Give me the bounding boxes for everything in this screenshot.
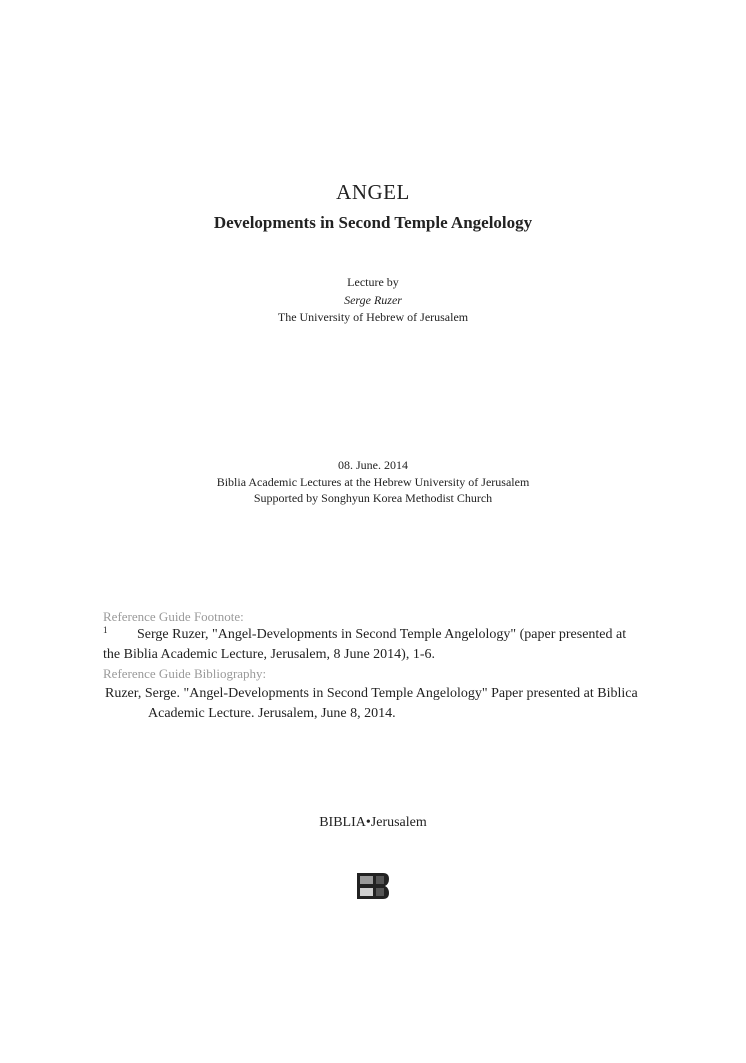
footnote-text-1: Serge Ruzer, "Angel-Developments in Second Temple Angelology" (paper presented at <box>137 627 627 642</box>
author-name: Serge Ruzer <box>344 293 402 307</box>
document-subtitle: Developments in Second Temple Angelology <box>213 213 533 232</box>
bibliography-line-2: Academic Lecture. Jerusalem, June 8, 2014. <box>148 706 396 721</box>
biblia-logo-icon <box>355 871 391 901</box>
lecture-venue: Biblia Academic Lectures at the Hebrew University of Jerusalem <box>216 475 530 489</box>
footnote-label: Reference Guide Footnote: <box>103 609 244 624</box>
lecture-support: Supported by Songhyun Korea Methodist Church <box>253 491 493 505</box>
footnote-line-1 <box>103 627 648 643</box>
author-affiliation: The University of Hebrew of Jerusalem <box>277 310 469 324</box>
bibliography-line-1: Ruzer, Serge. "Angel-Developments in Second Temple Angelology" Paper presented at Biblica <box>105 686 638 701</box>
bibliography-label: Reference Guide Bibliography: <box>103 666 267 681</box>
footnote-marker: 1 <box>103 625 108 635</box>
lecture-date: 08. June. 2014 <box>338 458 408 472</box>
footnote-line-2: the Biblia Academic Lecture, Jerusalem, 8 June 2014), 1-6. <box>103 647 436 662</box>
document-title: ANGEL <box>336 180 410 204</box>
lecture-by-label: Lecture by <box>347 275 399 289</box>
publisher-name: BIBLIA•Jerusalem <box>319 815 427 830</box>
